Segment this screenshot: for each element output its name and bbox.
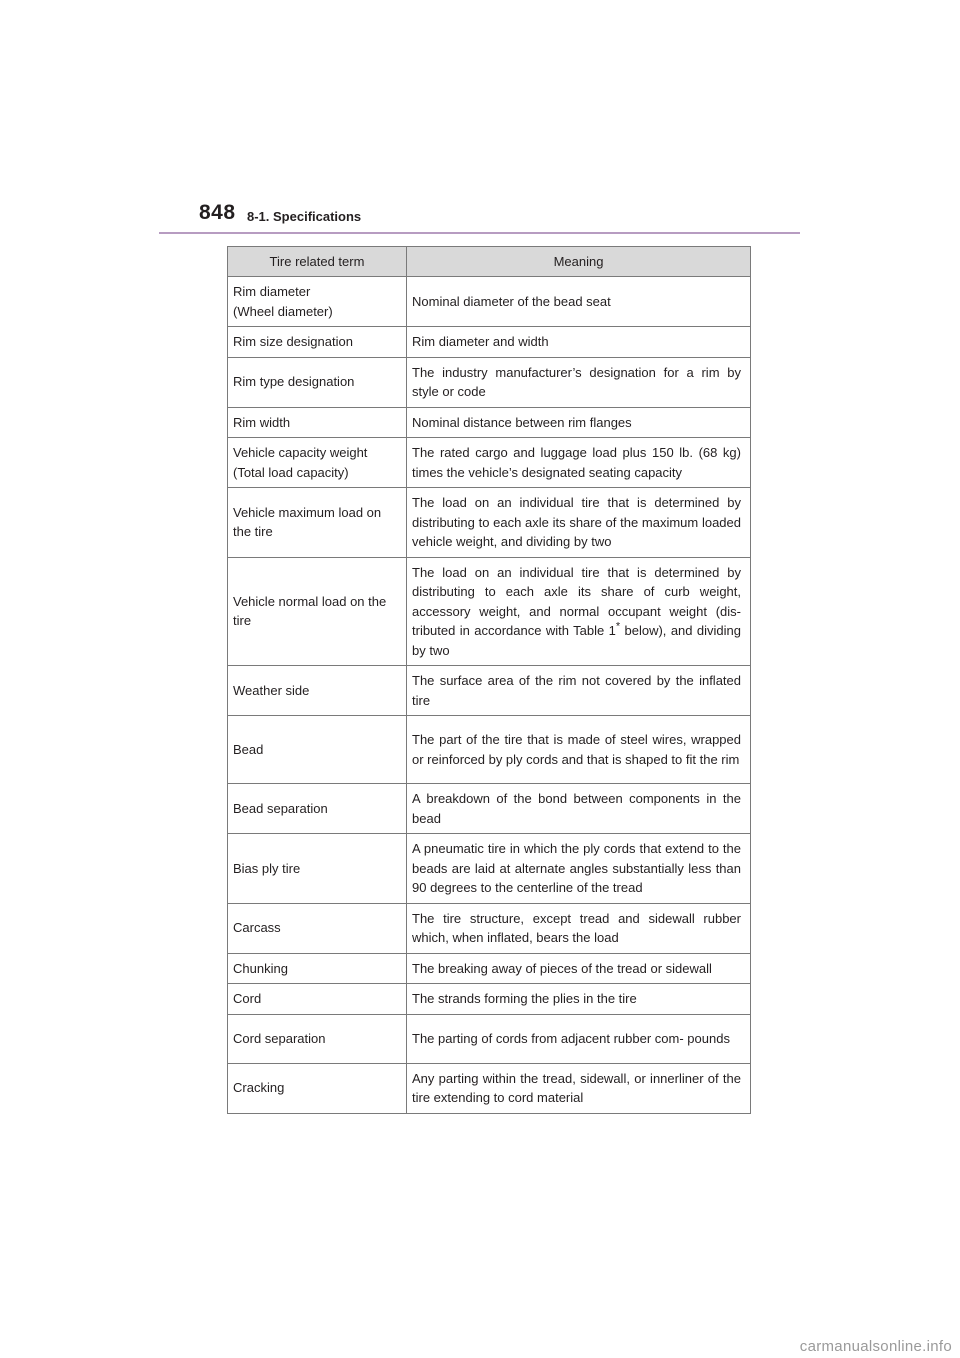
table-row [228, 357, 751, 407]
meaning-cell [407, 357, 751, 407]
term-cell [228, 953, 407, 984]
term-cell [228, 407, 407, 438]
meaning-text: The load on an individual tire that is determined by distributing to each axle its share of the maximum loaded vehicle weight, and dividing by two [412, 495, 741, 549]
footnote-asterisk: * [615, 620, 621, 633]
term-cell [228, 984, 407, 1015]
term-cell [228, 784, 407, 834]
term-text: Cracking [233, 1080, 285, 1096]
term-text: Chunking [233, 960, 288, 976]
meaning-text: Nominal distance between rim flanges [412, 414, 632, 430]
table-row [228, 834, 751, 904]
meaning-text: The industry manufacturer’s designation for a rim by style or code [412, 364, 741, 399]
term-cell [228, 557, 407, 666]
table-header-row [228, 247, 751, 277]
term-text: Bead [233, 741, 264, 757]
section-title: 8-1. Specifications [247, 209, 362, 224]
meaning-cell [407, 903, 751, 953]
table-row [228, 327, 751, 358]
meaning-cell [407, 438, 751, 488]
term-cell [228, 666, 407, 716]
meaning-text: The parting of cords from adjacent rubber com- pounds [412, 1030, 730, 1046]
table-row [228, 488, 751, 558]
meaning-text: Nominal diameter of the bead seat [412, 293, 611, 309]
term-text: Rim size designation [233, 334, 353, 349]
term-cell [228, 327, 407, 358]
term-text: Vehicle capacity weight (Total load capacity) [233, 445, 368, 480]
column-header-meaning: Meaning [407, 247, 751, 277]
meaning-cell [407, 1014, 751, 1063]
term-text: Weather side [233, 682, 310, 698]
term-text: Rim diameter (Wheel diameter) [233, 284, 333, 319]
term-cell [228, 1063, 407, 1113]
term-text: Bias ply tire [233, 860, 301, 876]
meaning-cell [407, 557, 751, 666]
term-text: Carcass [233, 920, 281, 936]
meaning-text [412, 558, 741, 666]
meaning-cell [407, 327, 751, 358]
table-row [228, 557, 751, 666]
table-row [228, 953, 751, 984]
table-row [228, 1014, 751, 1063]
table-row [228, 277, 751, 327]
meaning-text: Any parting within the tread, sidewall, or innerliner of the tire extending to cord material [412, 1070, 741, 1105]
meaning-cell [407, 1063, 751, 1113]
term-text: Rim type designation [233, 374, 355, 390]
header-divider [159, 232, 800, 234]
meaning-cell [407, 277, 751, 327]
term-text: Vehicle normal load on the tire [233, 593, 387, 629]
table-row [228, 716, 751, 784]
watermark: carmanualsonline.info [799, 1338, 952, 1355]
table-row [228, 984, 751, 1015]
meaning-text: A pneumatic tire in which the ply cords that extend to the beads are laid at alternate angles substantially less than 90 degrees to the centerline of the tread [412, 841, 741, 895]
tire-terms-table [227, 246, 751, 1114]
table-row [228, 784, 751, 834]
table-row [228, 1063, 751, 1113]
meaning-text: The part of the tire that is made of steel wires, wrapped or reinforced by ply cords and that is shaped to fit the rim [412, 732, 741, 767]
term-cell [228, 716, 407, 784]
table-row [228, 438, 751, 488]
table-row [228, 407, 751, 438]
meaning-text-part: below), and dividing by two [412, 623, 741, 658]
meaning-cell [407, 407, 751, 438]
term-text: Cord separation [233, 1030, 326, 1046]
meaning-text: The breaking away of pieces of the tread or sidewall [412, 960, 712, 976]
term-cell [228, 357, 407, 407]
meaning-text: The rated cargo and luggage load plus 150 lb. (68 kg) times the vehicle’s designated seating capacity [412, 445, 741, 480]
meaning-cell [407, 666, 751, 716]
table-row [228, 666, 751, 716]
term-text: Vehicle maximum load on the tire [233, 504, 382, 540]
meaning-text: Rim diameter and width [412, 334, 549, 349]
term-cell [228, 438, 407, 488]
term-cell [228, 277, 407, 327]
meaning-cell [407, 984, 751, 1015]
term-cell [228, 1014, 407, 1063]
term-text: Rim width [233, 414, 291, 430]
meaning-text: The surface area of the rim not covered by the inflated tire [412, 673, 741, 708]
meaning-cell [407, 716, 751, 784]
meaning-cell [407, 784, 751, 834]
meaning-text: A breakdown of the bond between components in the bead [412, 791, 741, 826]
meaning-cell [407, 953, 751, 984]
term-text: Bead separation [233, 800, 328, 816]
table-row [228, 903, 751, 953]
meaning-cell [407, 488, 751, 558]
meaning-cell [407, 834, 751, 904]
term-cell [228, 903, 407, 953]
meaning-text-part: The load on an individual tire that is determined by distributing to each axle its share of curb weight, accessory weight, and normal occupant weight (dis- tributed in accordance with Table 1 [412, 564, 741, 638]
term-cell [228, 834, 407, 904]
meaning-text: The strands forming the plies in the tire [412, 991, 637, 1006]
column-header-term: Tire related term [228, 247, 407, 277]
meaning-text: The tire structure, except tread and sidewall rubber which, when inflated, bears the load [412, 910, 741, 945]
term-text: Cord [233, 991, 262, 1006]
page-number: 848 [199, 201, 236, 224]
term-cell [228, 488, 407, 558]
